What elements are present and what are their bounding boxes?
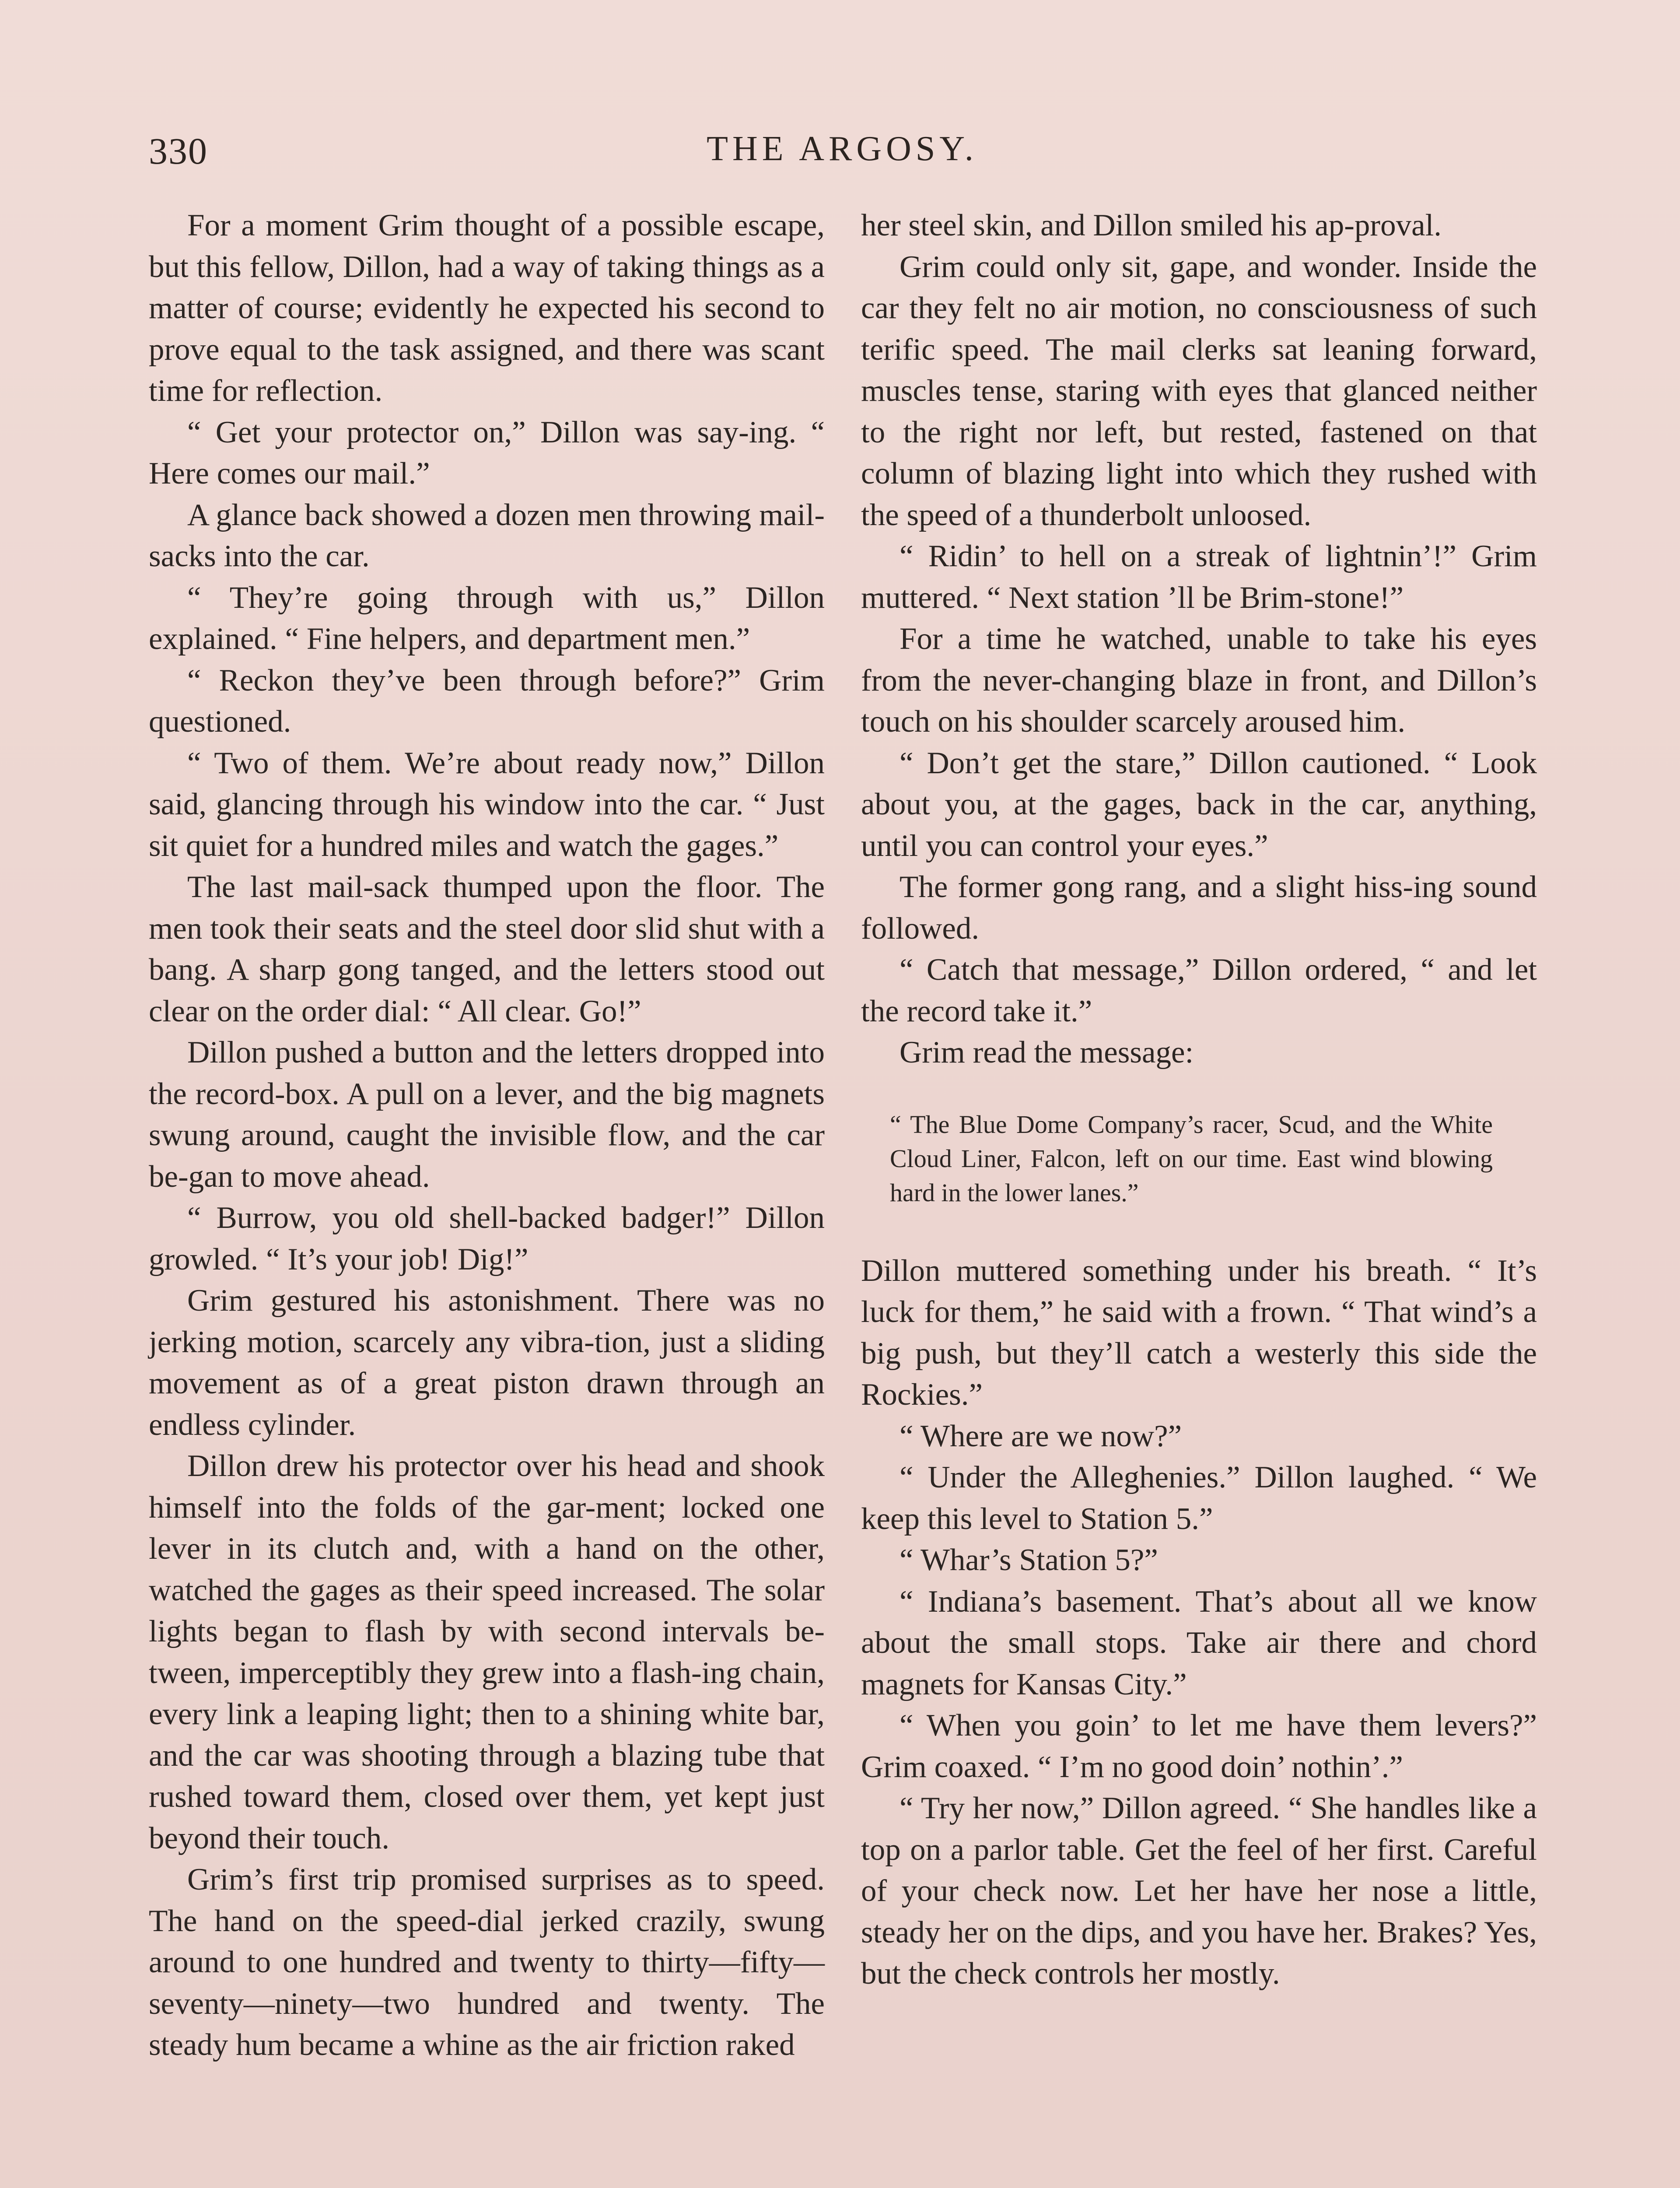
paragraph: A glance back showed a dozen men throwing mail-sacks into the car.	[149, 498, 825, 573]
paragraph: “ Reckon they’ve been through before?” Grim questioned.	[149, 663, 825, 739]
paragraph-continued: her steel skin, and Dillon smiled his ap-proval.	[861, 208, 1442, 242]
paragraph: The former gong rang, and a slight hiss-ing sound followed.	[861, 870, 1537, 946]
paragraph: “ Indiana’s basement. That’s about all we know about the small stops. Take air there and chord magnets for Kansas City.”	[861, 1584, 1537, 1701]
paragraph: Grim gestured his astonishment. There was no jerking motion, scarcely any vibra-tion, just a sliding movement as of a great piston drawn through an endless cylinder.	[149, 1283, 825, 1442]
paragraph: “ Where are we now?”	[900, 1419, 1182, 1453]
paragraph: “ Get your protector on,” Dillon was say-ing. “ Here comes our mail.”	[149, 415, 825, 491]
paragraph: Dillon drew his protector over his head and shook himself into the folds of the gar-ment; locked one lever in its clutch and, with a hand on the other, watched the gages as their speed increased. The solar lights began to flash by with second intervals be-tween, imperceptibly they grew into a flash-ing chain, every link a leaping light; then to a shining white bar, and the car was shooting through a blazing tube that rushed toward them, closed over them, yet kept just beyond their touch.	[149, 1449, 825, 1855]
running-head: THE ARGOSY.	[707, 130, 978, 168]
paragraph: “ Whar’s Station 5?”	[900, 1543, 1158, 1577]
paragraph: “ Catch that message,” Dillon ordered, “ and let the record take it.”	[861, 953, 1537, 1028]
paragraph: “ They’re going through with us,” Dillon explained. “ Fine helpers, and department men.”	[149, 580, 825, 656]
paragraph: “ Two of them. We’re about ready now,” Dillon said, glancing through his window into the car. “ Just sit quiet for a hundred miles and watch the gages.”	[149, 746, 825, 863]
paragraph: For a moment Grim thought of a possible escape, but this fellow, Dillon, had a way of taking things as a matter of course; evidently he expected his second to prove equal to the task assigned, and there was scant time for reflection.	[149, 208, 825, 408]
paragraph: “ Ridin’ to hell on a streak of lightnin’!” Grim muttered. “ Next station ’ll be Brim-stone!”	[861, 539, 1537, 615]
message-quote-text: “ The Blue Dome Company’s racer, Scud, and the White Cloud Liner, Falcon, left on our time. East wind blowing hard in the lower lanes.”	[890, 1110, 1493, 1207]
left-column	[149, 205, 825, 2066]
paragraph-continued: Dillon muttered something under his breath. “ It’s luck for them,” he said with a frown. “ That wind’s a big push, but they’ll catch a westerly this side the Rockies.”	[861, 1253, 1537, 1412]
paragraph: For a time he watched, unable to take his eyes from the never-changing blaze in front, and Dillon’s touch on his shoulder scarcely aroused him.	[861, 622, 1537, 739]
paragraph: “ When you goin’ to let me have them levers?” Grim coaxed. “ I’m no good doin’ nothin’.”	[861, 1708, 1537, 1784]
paragraph: Grim could only sit, gape, and wonder. Inside the car they felt no air motion, no consciousness of such terific speed. The mail clerks sat leaning forward, muscles tense, staring with eyes that glanced neither to the right nor left, but rested, fastened on that column of blazing light into which they rushed with the speed of a thunderbolt unloosed.	[861, 249, 1537, 532]
paragraph: “ Don’t get the stare,” Dillon cautioned. “ Look about you, at the gages, back in the car, anything, until you can control your eyes.”	[861, 746, 1537, 863]
paragraph: “ Try her now,” Dillon agreed. “ She handles like a top on a parlor table. Get the feel of her first. Careful of your check now. Let her have her nose a little, steady her on the dips, and you have her. Brakes? Yes, but the check controls her mostly.	[861, 1791, 1537, 1991]
paragraph: “ Burrow, you old shell-backed badger!” Dillon growled. “ It’s your job! Dig!”	[149, 1201, 825, 1276]
paragraph: Dillon pushed a button and the letters dropped into the record-box. A pull on a lever, and the big magnets swung around, caught the invisible flow, and the car be-gan to move ahead.	[149, 1035, 825, 1194]
paragraph: “ Under the Alleghenies.” Dillon laughed. “ We keep this level to Station 5.”	[861, 1460, 1537, 1536]
paragraph: Grim read the message:	[900, 1035, 1194, 1069]
paragraph: Grim’s first trip promised surprises as to speed. The hand on the speed-dial jerked crazily, swung around to one hundred and twenty to thirty—fifty—seventy—ninety—two hundred and twenty. The steady hum became a whine as the air friction raked	[149, 1862, 825, 2062]
page-header	[149, 129, 1536, 177]
right-column	[861, 205, 1537, 1995]
message-quote	[890, 1108, 1493, 1210]
paragraph: The last mail-sack thumped upon the floor. The men took their seats and the steel door slid shut with a bang. A sharp gong tanged, and the letters stood out clear on the order dial: “ All clear. Go!”	[149, 870, 825, 1028]
page-number: 330	[149, 130, 208, 172]
